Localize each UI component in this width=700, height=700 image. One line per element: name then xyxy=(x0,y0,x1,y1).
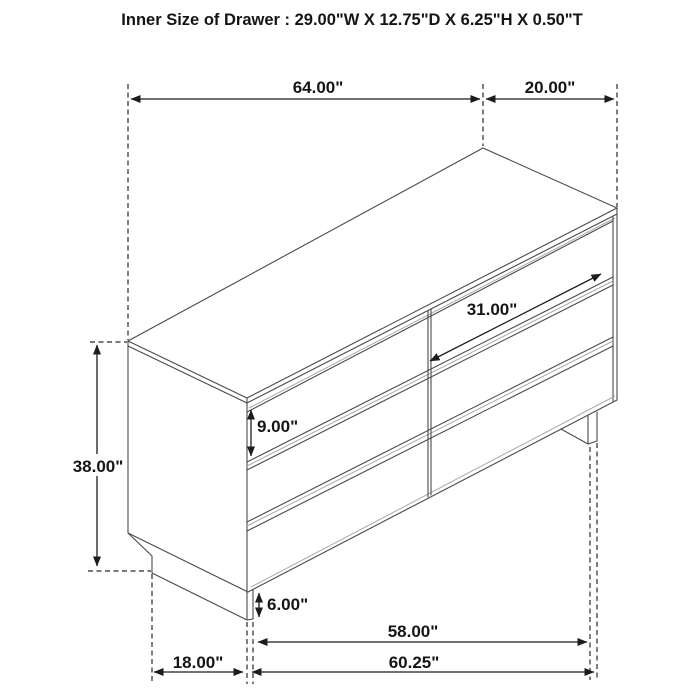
bottom-edge-highlight xyxy=(251,396,615,587)
label-drawer-height: 9.00" xyxy=(257,417,299,436)
base-recess-edge xyxy=(128,533,152,556)
label-overall-depth: 20.00" xyxy=(524,78,576,97)
top-slab-highlight xyxy=(249,218,615,408)
dresser-top-face xyxy=(128,148,617,398)
drawer-row1-top-bevel xyxy=(247,221,613,412)
label-base-span: 58.00" xyxy=(387,622,439,641)
front-left-leg xyxy=(247,590,253,620)
diagram-title: Inner Size of Drawer : 29.00"W X 12.75"D X 6.25"H X 0.50"T xyxy=(121,11,583,29)
label-front-width: 60.25" xyxy=(388,653,440,672)
left-panel-bottom-edge xyxy=(128,533,248,592)
dimension-lines xyxy=(97,99,614,672)
top-slab-edge-front xyxy=(247,214,617,403)
dresser-drawing xyxy=(128,148,617,620)
label-overall-height: 38.00" xyxy=(72,457,124,476)
label-overall-width: 64.00" xyxy=(292,78,344,97)
label-leg-height: 6.00" xyxy=(267,595,309,614)
label-side-depth: 18.00" xyxy=(172,653,224,672)
top-slab-edge-left xyxy=(128,346,247,403)
label-drawer-width: 31.00" xyxy=(466,300,518,319)
front-right-leg xyxy=(561,412,597,444)
plinth-bottom-edge xyxy=(152,573,247,620)
